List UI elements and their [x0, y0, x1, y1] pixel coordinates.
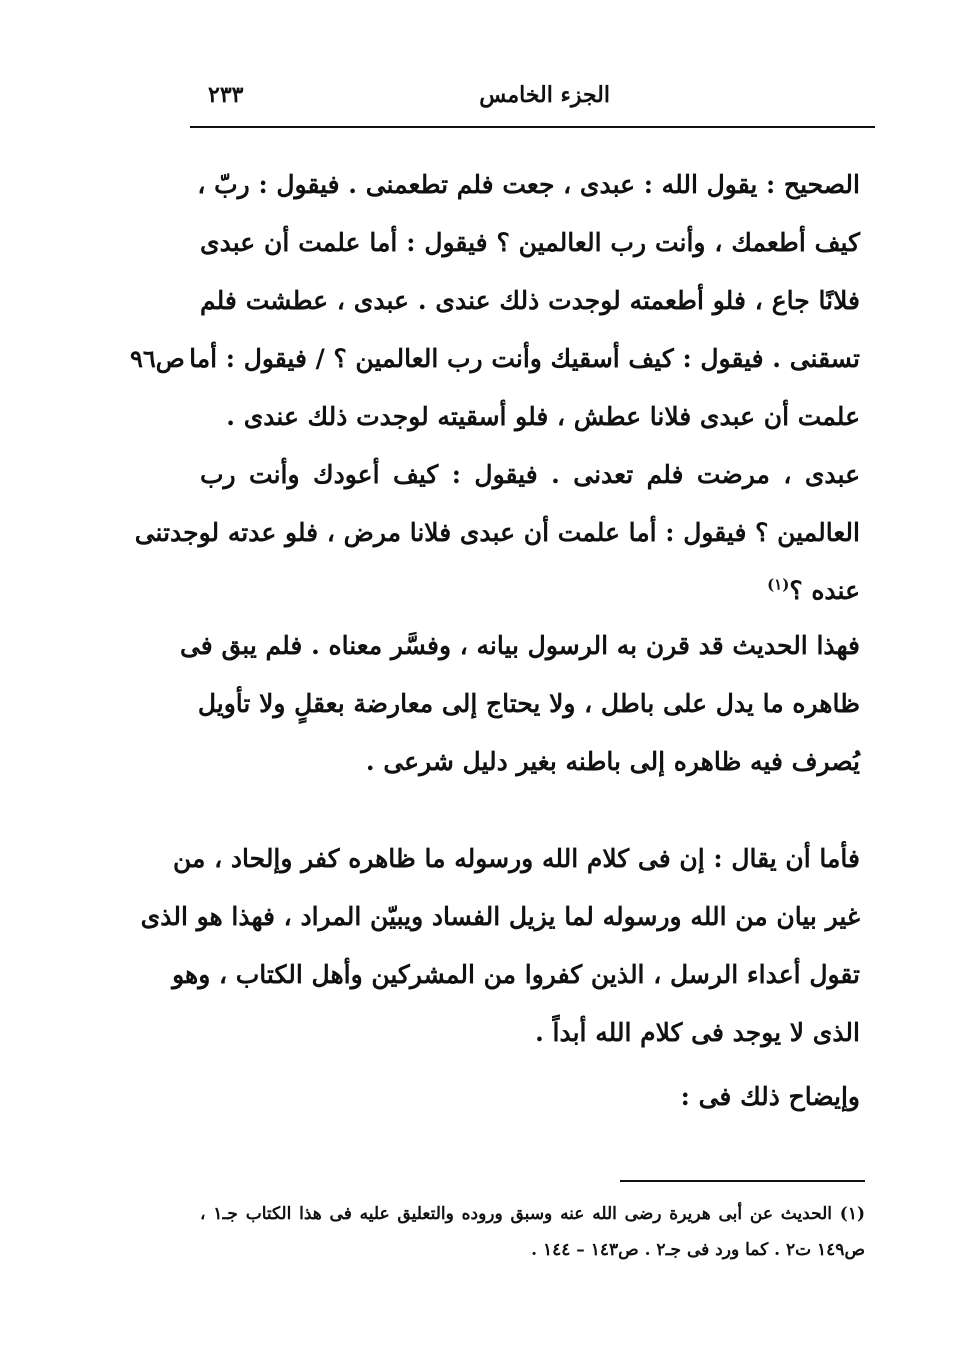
text-fragment: عنده ؟	[789, 576, 860, 605]
page-header	[190, 78, 875, 122]
text-line: الذى لا يوجد فى كلام الله أبداً .	[535, 1018, 860, 1047]
footnote	[200, 1196, 865, 1268]
paragraph-explanation	[179, 617, 860, 791]
text-line: يُصرف فيه ظاهره إلى باطنه بغير دليل شرعى .	[365, 747, 860, 776]
running-title: الجزء الخامس	[479, 82, 610, 108]
text-line: علمت أن عبدى فلانا عطش ، فلو أسقيته لوجدت ذلك عندى .	[226, 402, 860, 431]
text-line: فهذا الحديث قد قرن به الرسول بيانه ، وفسَّر معناه . فلم يبق فى	[179, 631, 860, 660]
text-line-with-footnote	[200, 562, 860, 620]
paragraph-argument	[140, 830, 860, 1062]
text-line: غير بيان من الله ورسوله لما يزيل الفساد ويبيّن المراد ، فهذا هو الذى	[140, 902, 860, 931]
page-number: ٢٣٣	[208, 82, 244, 108]
text-line: وإيضاح ذلك فى :	[680, 1082, 860, 1111]
header-rule	[190, 126, 875, 128]
footnote-reference: (١)	[767, 575, 790, 594]
text-line: فلانًا جاع ، فلو أطعمته لوجدت ذلك عندى . عبدى ، عطشت فلم	[200, 286, 860, 315]
text-line: فأما أن يقال : إن فى كلام الله ورسوله ما ظاهره كفر وإلحاد ، من	[173, 844, 860, 873]
text-line: ظاهره ما يدل على باطل ، ولا يحتاج إلى معارضة بعقلٍ ولا تأويل	[197, 689, 860, 718]
text-line: تقول أعداء الرسل ، الذين كفروا من المشركين وأهل الكتاب ، وهو	[172, 960, 860, 989]
footnote-rule	[620, 1180, 865, 1182]
text-line: الصحيح : يقول الله : عبدى ، جعت فلم تطعمنى . فيقول : ربّ ،	[197, 170, 860, 199]
footnote-line: ص١٤٩ ت٢ . كما ورد فى جـ٢ . ص١٤٣ – ١٤٤ .	[531, 1240, 865, 1260]
text-line: العالمين ؟ فيقول : أما علمت أن عبدى فلانا مرض ، فلو عدته لوجدتنى	[134, 518, 860, 547]
margin-page-reference: ص٩٦	[130, 344, 185, 373]
paragraph-intro	[200, 1068, 860, 1126]
footnote-line: (١) الحديث عن أبى هريرة رضى الله عنه وسبق وروده والتعليق عليه فى هذا الكتاب جـ١ ،	[200, 1204, 866, 1224]
text-line: تسقنى . فيقول : كيف أسقيك وأنت رب العالمين ؟ / فيقول : أما	[189, 344, 860, 373]
text-line: كيف أطعمك ، وأنت رب العالمين ؟ فيقول : أما علمت أن عبدى	[200, 228, 860, 257]
text-line: عبدى ، مرضت فلم تعدنى . فيقول : كيف أعودك وأنت رب	[200, 460, 860, 489]
